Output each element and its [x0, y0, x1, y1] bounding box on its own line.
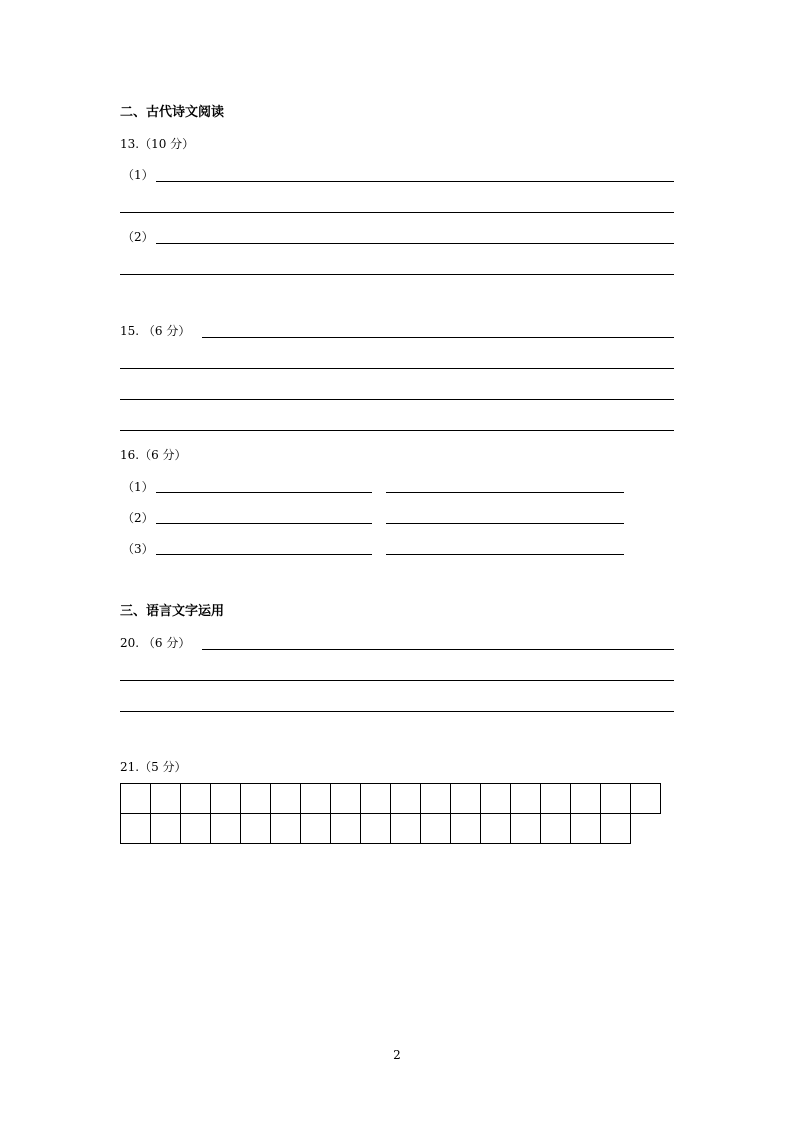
answer-line-16-2-left[interactable]: [156, 523, 372, 524]
answer-grid-cell[interactable]: [540, 783, 571, 814]
answer-grid-cell[interactable]: [210, 783, 241, 814]
question-20-label: 20. （6 分）: [120, 636, 191, 650]
answer-grid-row: [120, 783, 680, 814]
answer-grid-cell[interactable]: [300, 783, 331, 814]
answer-line-15-2[interactable]: [120, 368, 674, 369]
question-15-label: 15. （6 分）: [120, 324, 191, 338]
question-13-label: 13.（10 分）: [120, 137, 195, 151]
answer-grid-cell[interactable]: [360, 813, 391, 844]
answer-grid-cell[interactable]: [150, 813, 181, 844]
answer-grid-cell[interactable]: [480, 783, 511, 814]
answer-grid-cell[interactable]: [300, 813, 331, 844]
answer-grid-cell[interactable]: [240, 783, 271, 814]
answer-line-13-1a[interactable]: [156, 181, 674, 182]
page-number: 2: [393, 1048, 401, 1062]
answer-grid-cell[interactable]: [480, 813, 511, 844]
question-16-sub2-label: （2）: [122, 511, 154, 525]
answer-line-20-2[interactable]: [120, 680, 674, 681]
answer-grid-cell[interactable]: [270, 783, 301, 814]
answer-line-20-1[interactable]: [202, 649, 674, 650]
answer-grid-cell[interactable]: [390, 813, 421, 844]
answer-grid-cell[interactable]: [450, 783, 481, 814]
answer-line-13-2a[interactable]: [156, 243, 674, 244]
answer-grid-row: [120, 813, 680, 844]
answer-grid-cell[interactable]: [330, 813, 361, 844]
answer-grid-cell[interactable]: [180, 783, 211, 814]
question-13-sub2-label: （2）: [122, 230, 154, 244]
answer-grid-cell[interactable]: [630, 783, 661, 814]
answer-grid-cell[interactable]: [240, 813, 271, 844]
answer-line-13-1b[interactable]: [120, 212, 674, 213]
answer-grid-cell[interactable]: [600, 813, 631, 844]
answer-grid-cell[interactable]: [210, 813, 241, 844]
question-13-sub1-label: （1）: [122, 168, 154, 182]
answer-grid-21: [120, 783, 680, 844]
question-16-sub3-label: （3）: [122, 542, 154, 556]
answer-grid-cell[interactable]: [570, 813, 601, 844]
section-heading-2: 二、古代诗文阅读: [120, 105, 225, 120]
answer-line-16-3-right[interactable]: [386, 554, 624, 555]
answer-grid-cell[interactable]: [420, 813, 451, 844]
answer-grid-cell[interactable]: [510, 783, 541, 814]
answer-grid-cell[interactable]: [360, 783, 391, 814]
question-21-label: 21.（5 分）: [120, 760, 187, 774]
answer-line-16-2-right[interactable]: [386, 523, 624, 524]
question-16-label: 16.（6 分）: [120, 448, 187, 462]
answer-line-20-3[interactable]: [120, 711, 674, 712]
answer-grid-cell[interactable]: [540, 813, 571, 844]
answer-grid-cell[interactable]: [450, 813, 481, 844]
answer-line-13-2b[interactable]: [120, 274, 674, 275]
answer-grid-cell[interactable]: [600, 783, 631, 814]
answer-grid-cell[interactable]: [330, 783, 361, 814]
answer-grid-cell[interactable]: [570, 783, 601, 814]
question-16-sub1-label: （1）: [122, 480, 154, 494]
answer-line-15-3[interactable]: [120, 399, 674, 400]
answer-grid-cell[interactable]: [150, 783, 181, 814]
answer-line-15-4[interactable]: [120, 430, 674, 431]
answer-line-15-1[interactable]: [202, 337, 674, 338]
answer-line-16-1-left[interactable]: [156, 492, 372, 493]
section-heading-3: 三、语言文字运用: [120, 604, 225, 619]
answer-grid-cell[interactable]: [120, 783, 151, 814]
answer-grid-cell[interactable]: [390, 783, 421, 814]
answer-grid-cell[interactable]: [270, 813, 301, 844]
answer-line-16-3-left[interactable]: [156, 554, 372, 555]
answer-grid-cell[interactable]: [420, 783, 451, 814]
answer-grid-cell[interactable]: [510, 813, 541, 844]
answer-grid-cell[interactable]: [180, 813, 211, 844]
answer-line-16-1-right[interactable]: [386, 492, 624, 493]
answer-grid-cell[interactable]: [120, 813, 151, 844]
